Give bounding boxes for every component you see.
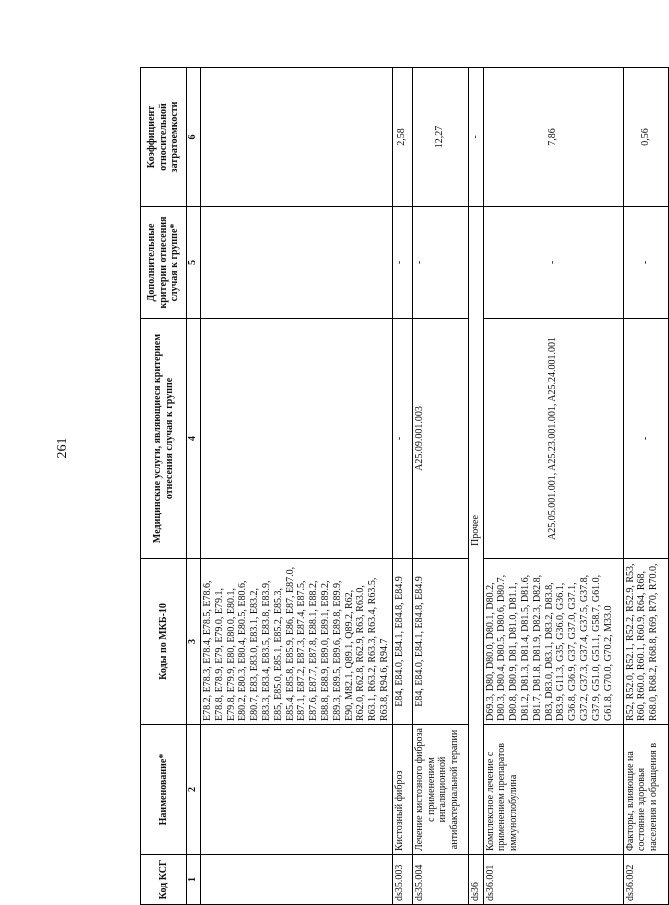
coefficient-cell: 0,56 bbox=[623, 68, 668, 207]
column-number: 6 bbox=[187, 68, 201, 207]
ksg-code-cell: ds35.003 bbox=[392, 855, 412, 905]
table-row bbox=[483, 68, 623, 905]
table-row bbox=[201, 68, 393, 905]
additional-criteria-cell bbox=[201, 207, 393, 319]
ksg-code-cell: ds36.001 bbox=[483, 855, 623, 905]
table-row bbox=[392, 68, 412, 905]
rotated-table-wrapper bbox=[140, 68, 660, 905]
column-number: 4 bbox=[187, 319, 201, 559]
mkb-codes-cell: E78.2, E78.3, E78.4, E78.5, E78.6, E78.8, E78.9, E79, E79.0, E79.1, E79.8, E79.9, E80, E80.0, E80.1, E80.2, E80.3, E80.4, E80.5, E80.6, E80.7, E83, E83.0, E83.1, E83.2, E83.3, E83.4, E83.5, E83.8, E83.9, E85, E85.0, E85.1, E85.2, E85.3, E85.4, E85.8, E85.9, E86, E87, E87.0, E87.1, E87.2, E87.3, E87.4, E87.5, E87.6, E87.7, E87.8, E88.1, E88.2, E88.8, E88.9, E89.0, E89.1, E89.2, E89.3, E89.5, E89.6, E89.8, E89.9, E90, M82.1, Q89.1, Q89.2, R62, R62.0, R62.8, R62.9, R63, R63.0, R63.1, R63.2, R63.3, R63.4, R63.5, R63.8, R94.6, R94.7 bbox=[201, 559, 393, 725]
section-row bbox=[468, 68, 483, 905]
services-cell: - bbox=[623, 319, 668, 559]
name-cell: Кистозный фиброз bbox=[392, 725, 412, 855]
ksg-code-cell bbox=[201, 855, 393, 905]
rotated-page-area bbox=[140, 68, 660, 905]
ksg-code-cell: ds35.004 bbox=[412, 855, 468, 905]
header-row bbox=[141, 68, 187, 905]
column-number: 3 bbox=[187, 559, 201, 725]
column-number: 2 bbox=[187, 725, 201, 855]
name-cell bbox=[201, 725, 393, 855]
additional-criteria-cell: - bbox=[412, 207, 468, 319]
mkb-codes-cell: D69.3, D80, D80.0, D80.1, D80.2, D80.3, D80.4, D80.5, D80.6, D80.7, D80.8, D80.9, D81, D81.0, D81.1, D81.2, D81.3, D81.4, D81.5, D81.6, D81.7, D81.8, D81.9, D82.3, D82.8, D83, D83.0, D83.1, D83.2, D83.8, D83.9, G11.3, G35, G36.0, G36.1, G36.8, G36.9, G37, G37.0, G37.1, G37.2, G37.3, G37.4, G37.5, G37.8, G37.9, G51.0, G51.1, G58.7, G61.0, G61.8, G70.0, G70.2, M33.0 bbox=[483, 559, 623, 725]
header-services: Медицинские услуги, являющиеся критерием отнесения случая к группе bbox=[141, 319, 187, 559]
services-cell: A25.05.001.001, A25.23.001.001, A25.24.001.001 bbox=[483, 319, 623, 559]
ksg-table bbox=[140, 67, 669, 905]
coefficient-cell: 2,58 bbox=[392, 68, 412, 207]
ksg-code-cell: ds36.002 bbox=[623, 855, 668, 905]
header-name: Наименование* bbox=[141, 725, 187, 855]
ksg-code-cell: ds36 bbox=[468, 855, 483, 905]
additional-criteria-cell: - bbox=[483, 207, 623, 319]
name-cell: Комплексное лечение с применением препаратов иммуноглобулина bbox=[483, 725, 623, 855]
header-additional: Дополнительные критерии отнесения случая к группе* bbox=[141, 207, 187, 319]
mkb-codes-cell: E84, E84.0, E84.1, E84.8, E84.9 bbox=[392, 559, 412, 725]
additional-criteria-cell: - bbox=[623, 207, 668, 319]
coefficient-cell: 7,86 bbox=[483, 68, 623, 207]
coefficient-cell: - bbox=[468, 68, 483, 207]
services-cell bbox=[201, 319, 393, 559]
table-row bbox=[412, 68, 468, 905]
table-row bbox=[623, 68, 668, 905]
page-number: 261 bbox=[55, 437, 70, 459]
section-title: Прочее bbox=[468, 207, 483, 855]
column-number: 1 bbox=[187, 855, 201, 905]
services-cell: A25.09.001.003 bbox=[412, 319, 468, 559]
mkb-codes-cell: E84, E84.0, E84.1, E84.8, E84.9 bbox=[412, 559, 468, 725]
column-number: 5 bbox=[187, 207, 201, 319]
name-cell: Факторы, влияющие на состояние здоровья населения и обращения в bbox=[623, 725, 668, 855]
additional-criteria-cell: - bbox=[392, 207, 412, 319]
column-number-row bbox=[187, 68, 201, 905]
services-cell: - bbox=[392, 319, 412, 559]
header-code: Код КСГ bbox=[141, 855, 187, 905]
header-mkb: Коды по МКБ-10 bbox=[141, 559, 187, 725]
coefficient-cell: 12,27 bbox=[412, 68, 468, 207]
name-cell: Лечение кистозного фиброза с применением ингаляционной антибактериальной терапии bbox=[412, 725, 468, 855]
coefficient-cell bbox=[201, 68, 393, 207]
header-coef: Коэффициент относительной затратоемкости bbox=[141, 68, 187, 207]
mkb-codes-cell: R52, R52.0, R52.1, R52.2, R52.9, R53, R60, R60.0, R60.1, R60.9, R64, R68, R68.0, R68.2, R68.8, R69, R70, R70.0, bbox=[623, 559, 668, 725]
